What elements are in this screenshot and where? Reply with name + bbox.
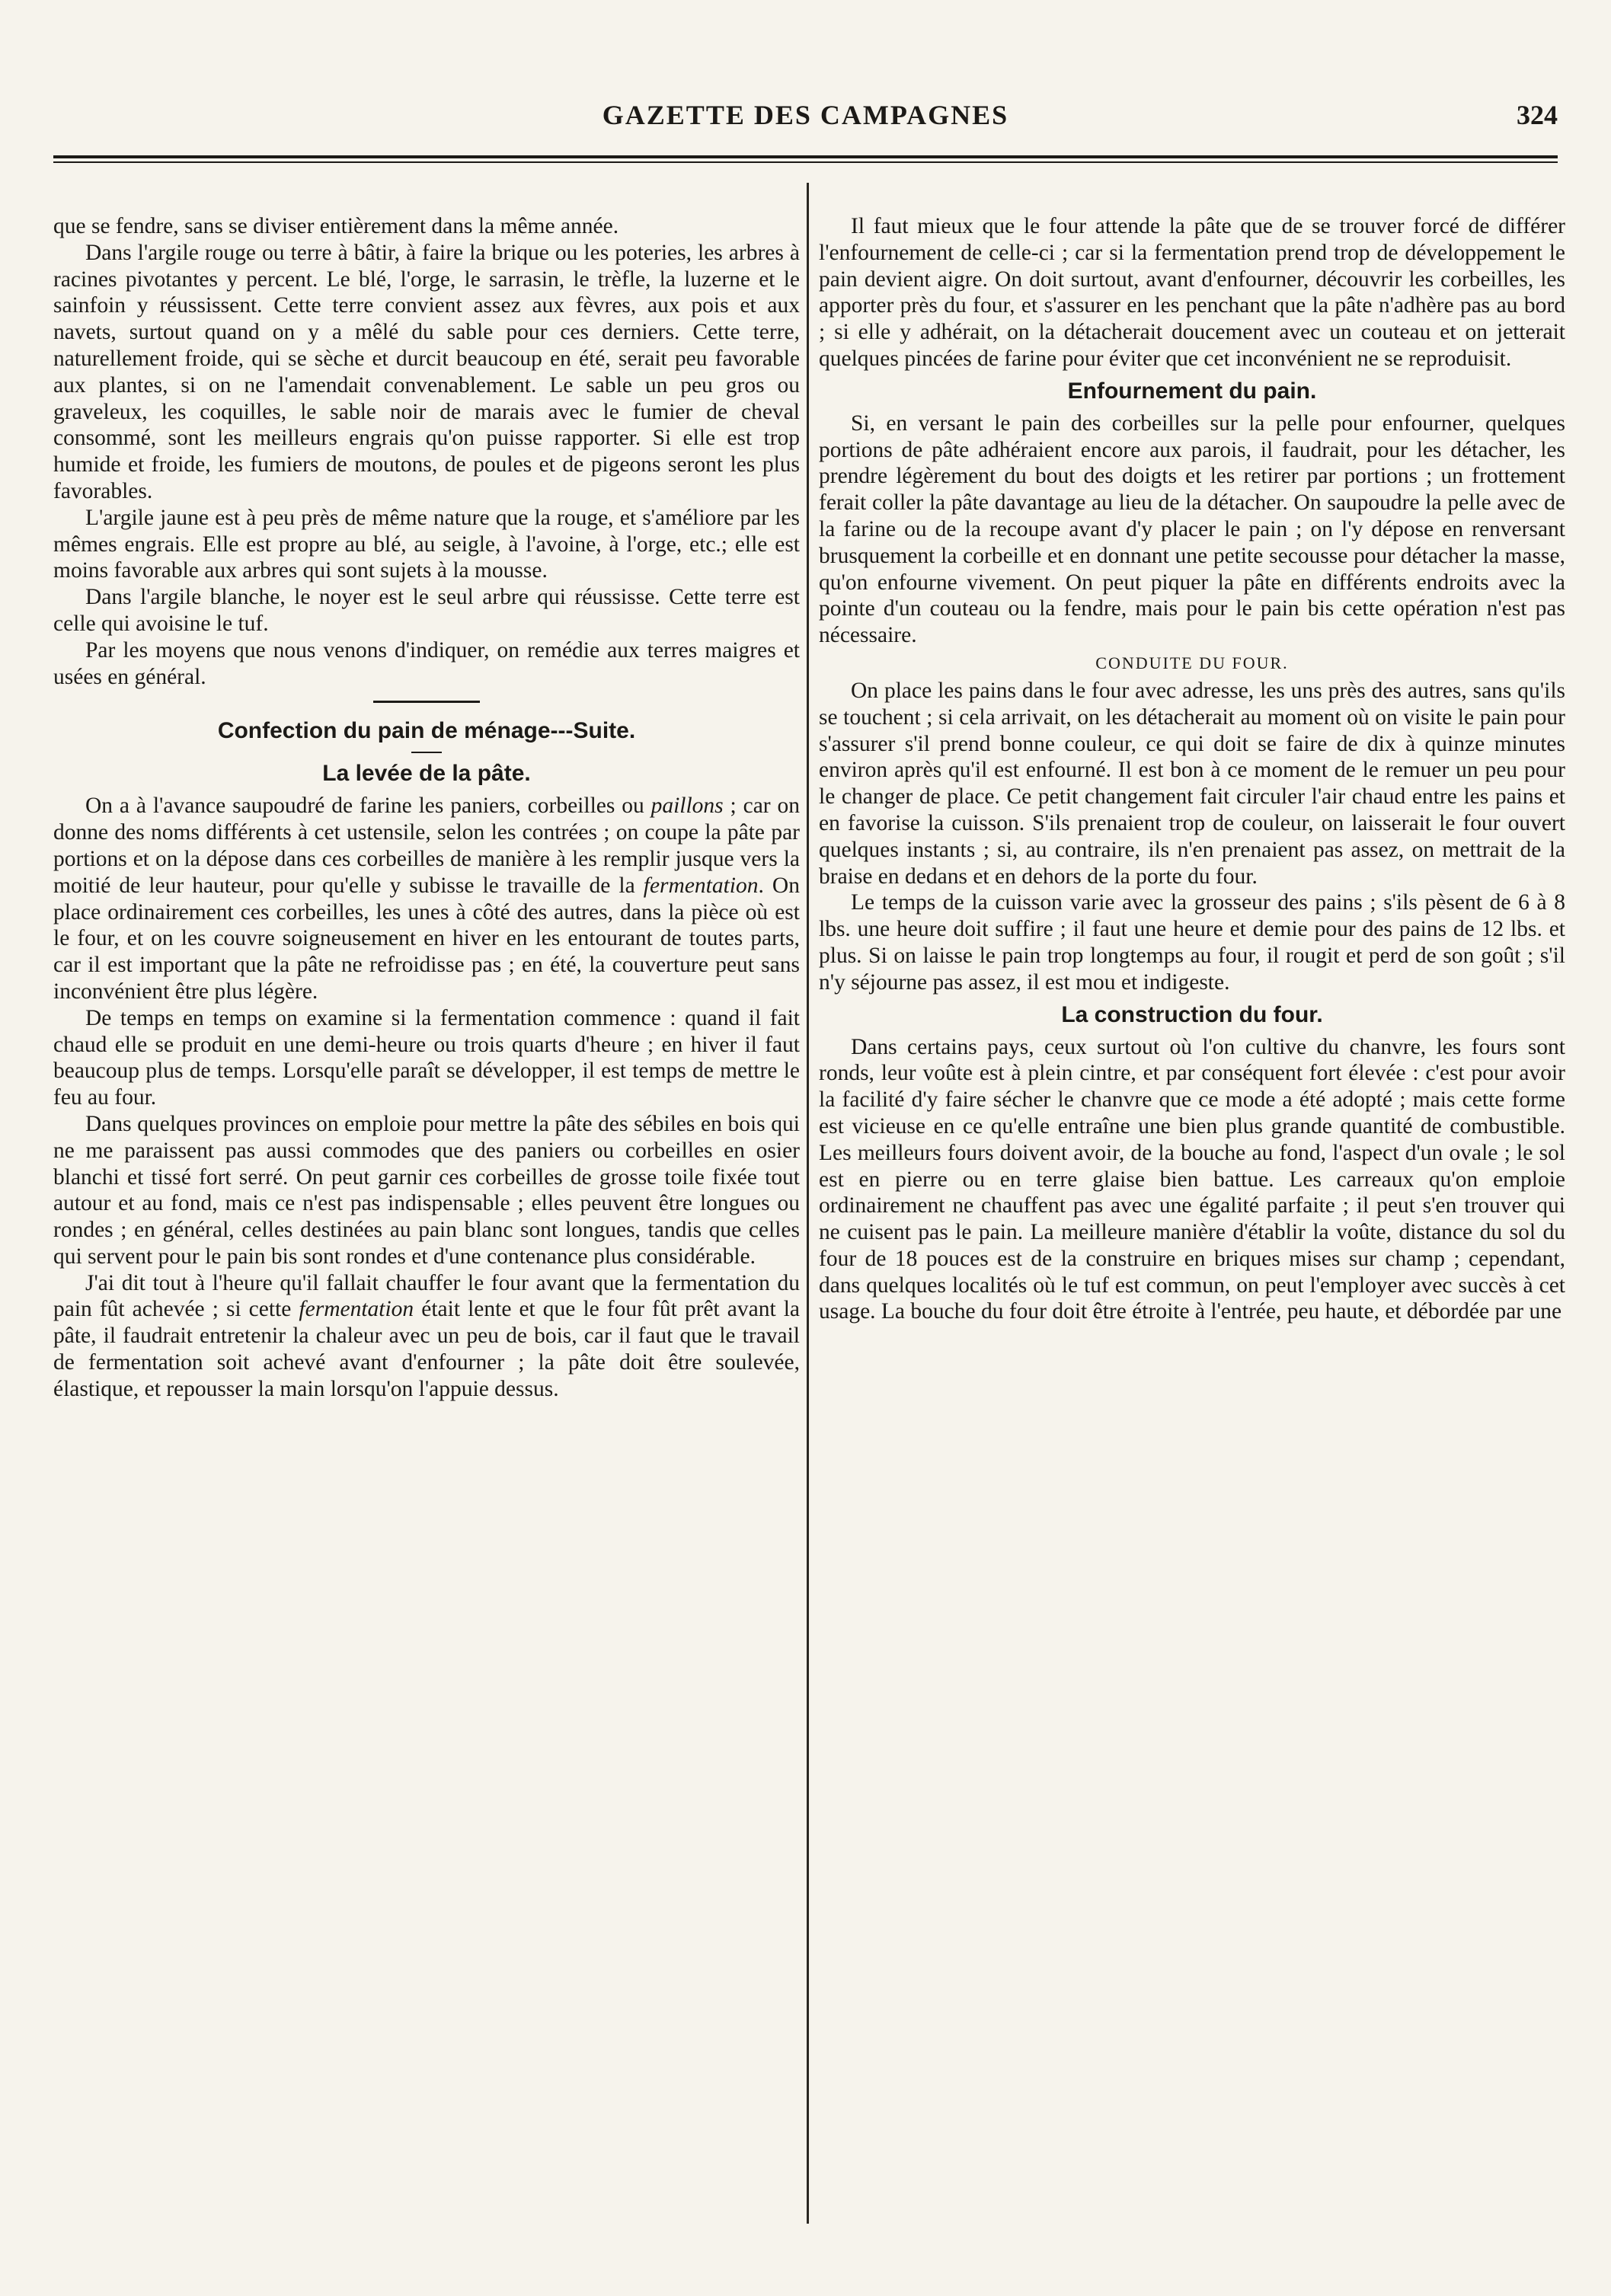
page-number: 324 [1517, 100, 1558, 130]
header-rule [53, 155, 1558, 158]
left-column [53, 213, 800, 2193]
subsection-heading: CONDUITE DU FOUR. [1095, 653, 1289, 672]
heading-separator [411, 752, 442, 753]
italic-term: fermentation [643, 873, 759, 898]
section-heading: La construction du four. [1061, 1001, 1323, 1027]
section-heading: Enfournement du pain. [1067, 378, 1317, 404]
paragraph [53, 1270, 800, 1403]
paragraph: que se fendre, sans se diviser entièrement dans la même année. [53, 214, 619, 238]
article-heading: Confection du pain de ménage---Suite. [217, 718, 636, 744]
paragraph: Dans l'argile blanche, le noyer est le seul arbre qui réussisse. Cette terre est celle qui avoisine le tuf. [53, 585, 800, 636]
paragraph [53, 793, 800, 1004]
header-rule-thin [53, 161, 1558, 163]
paragraph: Il faut mieux que le four attende la pâte que de se trouver forcé de différer l'enfournement de celle-ci ; car si la fermentation prend trop de développement le pain devient aigre. On doit surtout, avant d'enfourner, découvrir les corbeilles, les apporter près du four, et s'assurer en les penchant que la pâte n'adhère pas au bord ; si elle y adhérait, on la détacherait doucement avec un couteau et on jetterait quelques pincées de farine pour éviter que cet inconvénient ne se reproduisit. [819, 214, 1565, 371]
text-run: . On place ordinairement ces corbeilles, les unes à côté des autres, dans la pièce où est le four, et on les couvre soigneusement en hiver en les entourant de toutes parts, car il est important que la pâte ne refroidisse pas ; en été, la couverture peut sans inconvénient être plus légère. [53, 873, 800, 1004]
paragraph: Le temps de la cuisson varie avec la grosseur des pains ; s'ils pèsent de 6 à 8 lbs. une heure doit suffire ; il faut une heure et demie pour des pains de 12 lbs. et plus. Si on laisse le pain trop longtemps au four, il rougit et perd de son goût ; s'il n'y séjourne pas assez, il est mou et indigeste. [819, 890, 1565, 995]
section-separator [373, 701, 480, 703]
paragraph: Dans quelques provinces on emploie pour mettre la pâte des sébiles en bois qui ne me paraissent pas aussi commodes que des paniers ou corbeilles en osier blanchi et tissé fort serré. On peut garnir ces corbeilles de grosse toile fixée tout autour et au fond, mais ce n'est pas indispensable ; elles peuvent être longues ou rondes ; en général, celles destinées au pain blanc sont longues, tandis que celles qui servent pour le pain bis sont rondes et d'une contenance plus considérable. [53, 1111, 800, 1269]
text-run: On a à l'avance saupoudré de farine les paniers, corbeilles ou [85, 794, 651, 819]
paragraph: Dans l'argile rouge ou terre à bâtir, à faire la brique ou les poteries, les arbres à racines pivotantes y percent. Le blé, l'orge, le sarrasin, le trèfle, la luzerne et le sainfoin y réussissent. Cette terre convient assez aux fèvres, aux pois et aux navets, surtout quand on y a mêlé du sable pour ces derniers. Cette terre, naturellement froide, qui se sèche et durcit beaucoup en été, serait peu favorable aux plantes, si on ne l'amendait convenablement. Le sable un peu gros ou graveleux, les coquilles, le sable noir de marais avec le fumier de cheval consommé, sont les meilleurs engrais qu'on puisse rapporter. Si elle est trop humide et froide, les fumiers de moutons, de poules et de pigeons seront les plus favorables. [53, 240, 800, 503]
paragraph: Par les moyens que nous venons d'indiquer, on remédie aux terres maigres et usées en général. [53, 637, 800, 689]
text-run: J'ai dit tout à l'heure qu'il fallait chauffer le four avant que la fermentation du pain fût achevée ; si cette [53, 1270, 800, 1322]
section-heading: La levée de la pâte. [322, 761, 531, 787]
column-divider [807, 183, 809, 2224]
paragraph: L'argile jaune est à peu près de même nature que la rouge, et s'améliore par les mêmes engrais. Elle est propre au blé, au seigle, à l'avoine, à l'orge, etc.; elle est moins favorable aux arbres qui sont sujets à la mousse. [53, 505, 800, 583]
text-run: ; car on donne des noms différents à cet ustensile, selon les contrées ; on coupe la pâte par portions et on la dépose dans ces corbeilles de manière à les remplir jusque vers la moitié de leur hauteur, pour qu'elle y subisse le travaille de la [53, 794, 800, 898]
masthead-title: GAZETTE DES CAMPAGNES [602, 100, 1009, 130]
paragraph: De temps en temps on examine si la fermentation commence : quand il fait chaud elle se produit en une demi-heure ou trois quarts d'heure ; en hiver il faut beaucoup plus de temps. Lorsqu'elle paraît se développer, il est temps de mettre le feu au four. [53, 1005, 800, 1110]
page-header [53, 99, 1558, 145]
italic-term: paillons [650, 794, 724, 819]
text-run: était lente et que le four fût prêt avant la pâte, il faudrait entretenir la chaleur avec un peu de bois, car il faut que le travail de fermentation soit achevé avant d'enfourner ; la pâte doit être soulevée, élastique, et repousser la main lorsqu'on l'appuie dessus. [53, 1297, 800, 1401]
paragraph: Dans certains pays, ceux surtout où l'on cultive du chanvre, les fours sont ronds, leur voûte est à plein cintre, et par conséquent fort élevée : c'est pour avoir la facilité d'y faire sécher le chanvre que ce mode a été adopté ; mais cette forme est vicieuse en ce qu'elle entraîne une bien plus grande quantité de combustible. Les meilleurs fours doivent avoir, de la bouche au fond, l'aspect d'un ovale ; le sol est en pierre ou en terre glaise bien battue. Les carreaux qu'on emploie ordinairement ne chauffent pas avec une égalité parfaite ; il peut s'en trouver qui ne cuisent pas le pain. La meilleure manière d'établir la voûte, distance du sol du four de 18 pouces est de la construire en briques mises sur champ ; cependant, dans quelques localités où le tuf est commun, on peut l'employer avec succès à cet usage. La bouche du four doit être étroite à l'entrée, peu haute, et débordée par une [819, 1034, 1565, 1324]
paragraph: Si, en versant le pain des corbeilles sur la pelle pour enfourner, quelques portions de pâte adhéraient encore aux parois, il faudrait, pour les détacher, les prendre légèrement du bout des doigts et les retirer par portions ; un frottement ferait coller la pâte davantage au lieu de la détacher. On saupoudre la pelle avec de la farine ou de la recoupe avant d'y placer le pain ; on l'y dépose en renversant brusquement la corbeille et en donnant une petite secousse pour détacher la masse, qu'on enfourne vivement. On peut piquer la pâte en différents endroits avec la pointe d'un couteau ou la fendre, mais pour le pain bis cette opération n'est pas nécessaire. [819, 410, 1565, 648]
paragraph: On place les pains dans le four avec adresse, les uns près des autres, sans qu'ils se touchent ; si cela arrivait, on les détacherait au moment où on visite le pain pour s'assurer s'il prend bonne couleur, ce qui doit se faire de dix à quinze minutes environ après qu'il est enfourné. Il est bon à ce moment de le remuer un peu pour le changer de place. Ce petit changement fait circuler l'air chaud entre les pains et en favorise la cuisson. S'ils prenaient trop de couleur, on laisserait le four ouvert quelques instants ; si, au contraire, ils n'en prenaient pas assez, on mettrait de la braise en dedans et en dehors de la porte du four. [819, 678, 1565, 889]
italic-term: fermentation [299, 1297, 414, 1322]
right-column [819, 213, 1565, 2193]
